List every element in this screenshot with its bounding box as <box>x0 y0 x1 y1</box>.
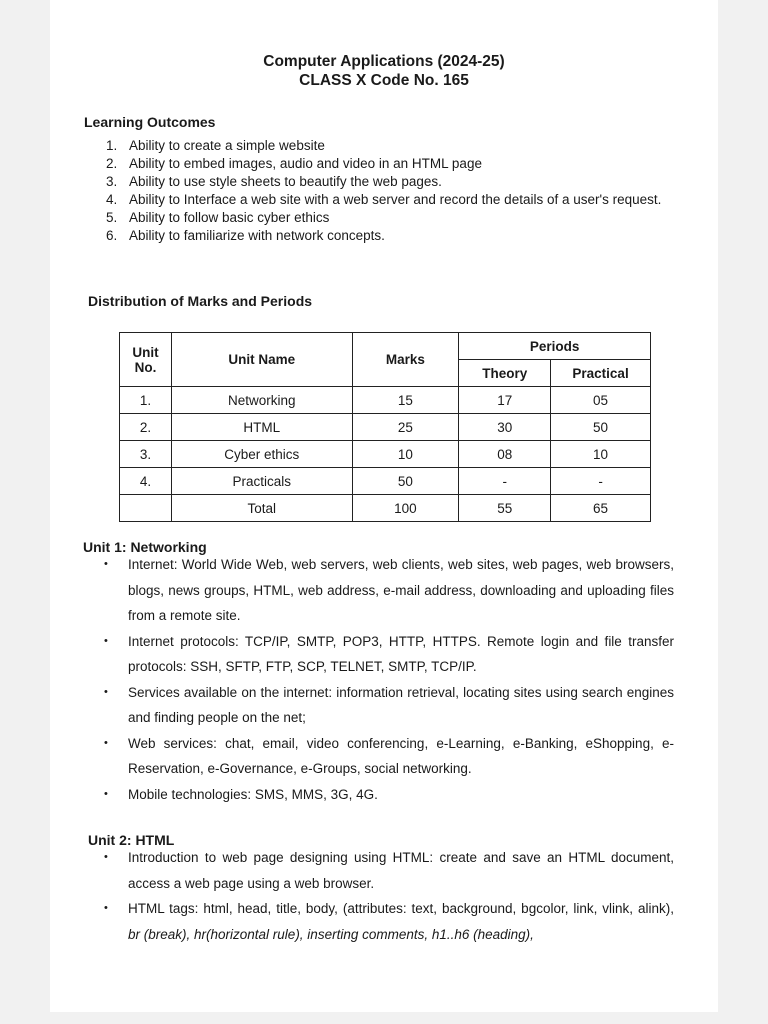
document-page <box>50 0 718 1012</box>
unit2-heading: Unit 2: HTML <box>88 832 175 848</box>
bullet-icon: • <box>104 634 108 647</box>
table-row: 1. Networking 15 17 05 <box>120 387 651 414</box>
total-row: Total 100 55 65 <box>120 495 651 522</box>
list-item: 4. Ability to Interface a web site with a web server and record the details of a user's request. <box>106 192 662 207</box>
unit1-list <box>104 552 674 807</box>
header-theory: Theory <box>459 360 551 387</box>
list-item: • HTML tags: html, head, title, body, (attributes: text, background, bgcolor, link, vlink, alink), br (break), hr(horizontal rule), inserting comments, h1..h6 (heading), <box>104 896 674 947</box>
list-item: 2. Ability to embed images, audio and video in an HTML page <box>106 156 482 171</box>
list-item: 1. Ability to create a simple website <box>106 138 325 153</box>
list-item: • Internet protocols: TCP/IP, SMTP, POP3, HTTP, HTTPS. Remote login and file transfer protocols: SSH, SFTP, FTP, SCP, TELNET, SMTP, TCP/IP. <box>104 629 674 680</box>
marks-periods-table <box>119 332 651 522</box>
learning-outcomes-heading: Learning Outcomes <box>84 114 216 130</box>
distribution-heading: Distribution of Marks and Periods <box>88 293 313 309</box>
header-unit-no: Unit No. <box>120 333 172 387</box>
list-item: 3. Ability to use style sheets to beautify the web pages. <box>106 174 442 189</box>
table-row: 3. Cyber ethics 10 08 10 <box>120 441 651 468</box>
header-periods: Periods <box>459 333 651 360</box>
list-item: • Services available on the internet: information retrieval, locating sites using search engines and finding people on the net; <box>104 680 674 731</box>
table-row: 2. HTML 25 30 50 <box>120 414 651 441</box>
table-row: 4. Practicals 50 - - <box>120 468 651 495</box>
bullet-icon: • <box>104 736 108 749</box>
list-item: • Web services: chat, email, video conferencing, e-Learning, e-Banking, eShopping, e-Reservation, e-Governance, e-Groups, social networking. <box>104 731 674 782</box>
list-item: • Mobile technologies: SMS, MMS, 3G, 4G. <box>104 782 674 808</box>
bullet-icon: • <box>104 851 108 863</box>
list-item: • Internet: World Wide Web, web servers, web clients, web sites, web pages, web browsers, blogs, news groups, HTML, web address, e-mail address, downloading and uploading files from a remote site. <box>104 552 674 629</box>
unit1-heading: Unit 1: Networking <box>83 539 207 555</box>
list-item: 6. Ability to familiarize with network concepts. <box>106 228 385 243</box>
learning-outcomes-list <box>106 137 706 245</box>
bullet-icon: • <box>104 902 108 914</box>
header-practical: Practical <box>551 360 651 387</box>
unit2-list <box>104 845 674 947</box>
header-unit-name: Unit Name <box>171 333 352 387</box>
list-item: 5. Ability to follow basic cyber ethics <box>106 210 330 225</box>
document-subtitle: CLASS X Code No. 165 <box>299 72 469 89</box>
header-marks: Marks <box>352 333 459 387</box>
bullet-icon: • <box>104 558 108 570</box>
bullet-icon: • <box>104 787 108 800</box>
document-title: Computer Applications (2024-25) <box>263 53 505 70</box>
list-item: • Introduction to web page designing using HTML: create and save an HTML document, access a web page using a web browser. <box>104 845 674 896</box>
bullet-icon: • <box>104 685 108 698</box>
